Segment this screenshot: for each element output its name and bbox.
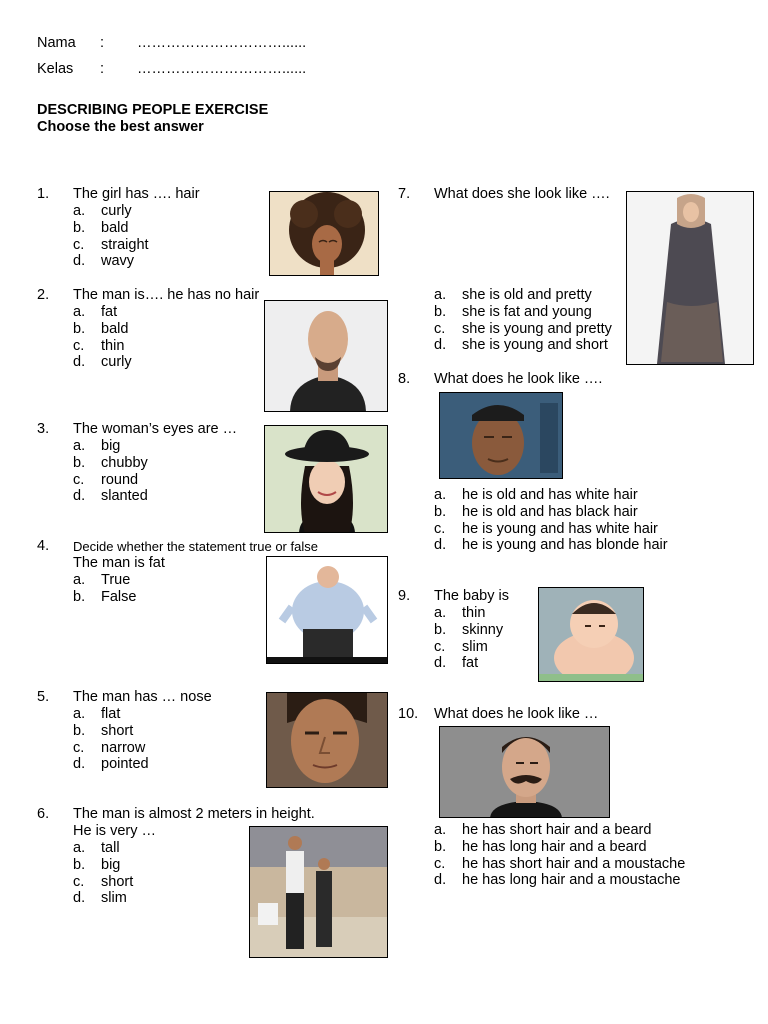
question-stem: What does he look like …. [434,371,603,387]
option-d[interactable]: d. she is young and short [434,337,608,354]
question-number: 9. [398,588,411,604]
class-field-dots: …………………………...... [137,61,307,77]
fat-baby-photo [538,587,644,682]
option-b[interactable]: b. bald [73,320,129,337]
page-title: DESCRIBING PEOPLE EXERCISE [37,102,269,118]
question-stem: Decide whether the statement true or false [73,539,318,554]
option-d[interactable]: d. fat [434,655,479,672]
question-number: 10. [398,706,419,722]
option-c[interactable]: c. round [73,471,139,488]
question-stem: What does he look like … [434,706,599,722]
question-number: 5. [37,689,50,705]
option-c[interactable]: c. short [73,873,134,890]
option-a[interactable]: a. flat [73,706,121,722]
option-a[interactable]: a. she is old and pretty [434,287,592,303]
option-d[interactable]: d. slim [73,890,127,907]
name-colon: : [100,35,105,51]
option-a[interactable]: a. he is old and has white hair [434,487,638,503]
option-b[interactable]: b. big [73,856,121,873]
option-a[interactable]: a. big [73,438,121,454]
option-b[interactable]: b. chubby [73,454,148,471]
question-number: 2. [37,287,50,303]
option-b[interactable]: b. she is fat and young [434,303,592,320]
option-d[interactable]: d. wavy [73,253,135,270]
option-a[interactable]: a. True [73,572,131,588]
option-a[interactable]: a. he has short hair and a beard [434,822,652,838]
question-stem: The baby is [434,588,509,604]
option-b[interactable]: b. False [73,588,137,605]
option-c[interactable]: c. slim [434,638,488,655]
option-d[interactable]: d. curly [73,354,132,371]
question-stem-line2: He is very … [73,823,156,839]
option-c[interactable]: c. narrow [73,739,146,756]
question-stem: The girl has …. hair [73,186,200,202]
woman-hat-photo [264,425,388,533]
name-field-dots: …………………………...... [137,35,307,51]
option-b[interactable]: b. he is old and has black hair [434,503,638,520]
question-number: 3. [37,421,50,437]
moustache-man-photo [439,726,610,818]
option-c[interactable]: c. he is young and has white hair [434,520,658,537]
question-stem: The man is…. he has no hair [73,287,260,303]
young-woman-hijab-photo [626,191,754,365]
fat-man-photo [266,556,388,664]
question-stem: What does she look like …. [434,186,610,202]
question-number: 1. [37,186,50,202]
option-b[interactable]: b. skinny [434,621,504,638]
option-a[interactable]: a. curly [73,203,132,219]
option-c[interactable]: c. she is young and pretty [434,320,612,337]
page-subtitle: Choose the best answer [37,119,204,135]
option-d[interactable]: d. pointed [73,756,149,773]
question-number: 6. [37,806,50,822]
question-statement: The man is fat [73,555,165,571]
name-label: Nama [37,35,76,51]
option-b[interactable]: b. he has long hair and a beard [434,838,647,855]
option-d[interactable]: d. he is young and has blonde hair [434,537,668,554]
option-a[interactable]: a. tall [73,840,120,856]
option-d[interactable]: d. slanted [73,488,148,505]
option-b[interactable]: b. bald [73,219,129,236]
question-number: 4. [37,538,50,554]
option-d[interactable]: d. he has long hair and a moustache [434,872,681,889]
question-number: 8. [398,371,411,387]
bald-man-photo [264,300,388,412]
man-face-photo [266,692,388,788]
question-number: 7. [398,186,411,202]
option-c[interactable]: c. straight [73,236,149,253]
class-label: Kelas [37,61,74,77]
option-a[interactable]: a. fat [73,304,118,320]
question-stem: The woman’s eyes are … [73,421,238,437]
option-c[interactable]: c. he has short hair and a moustache [434,855,686,872]
option-a[interactable]: a. thin [434,605,486,621]
class-colon: : [100,61,105,77]
option-c[interactable]: c. thin [73,337,125,354]
old-man-photo [439,392,563,479]
tall-man-photo [249,826,388,958]
option-b[interactable]: b. short [73,722,134,739]
curly-haired-girl-photo [269,191,379,276]
question-stem: The man has … nose [73,689,212,705]
question-stem: The man is almost 2 meters in height. [73,806,315,822]
